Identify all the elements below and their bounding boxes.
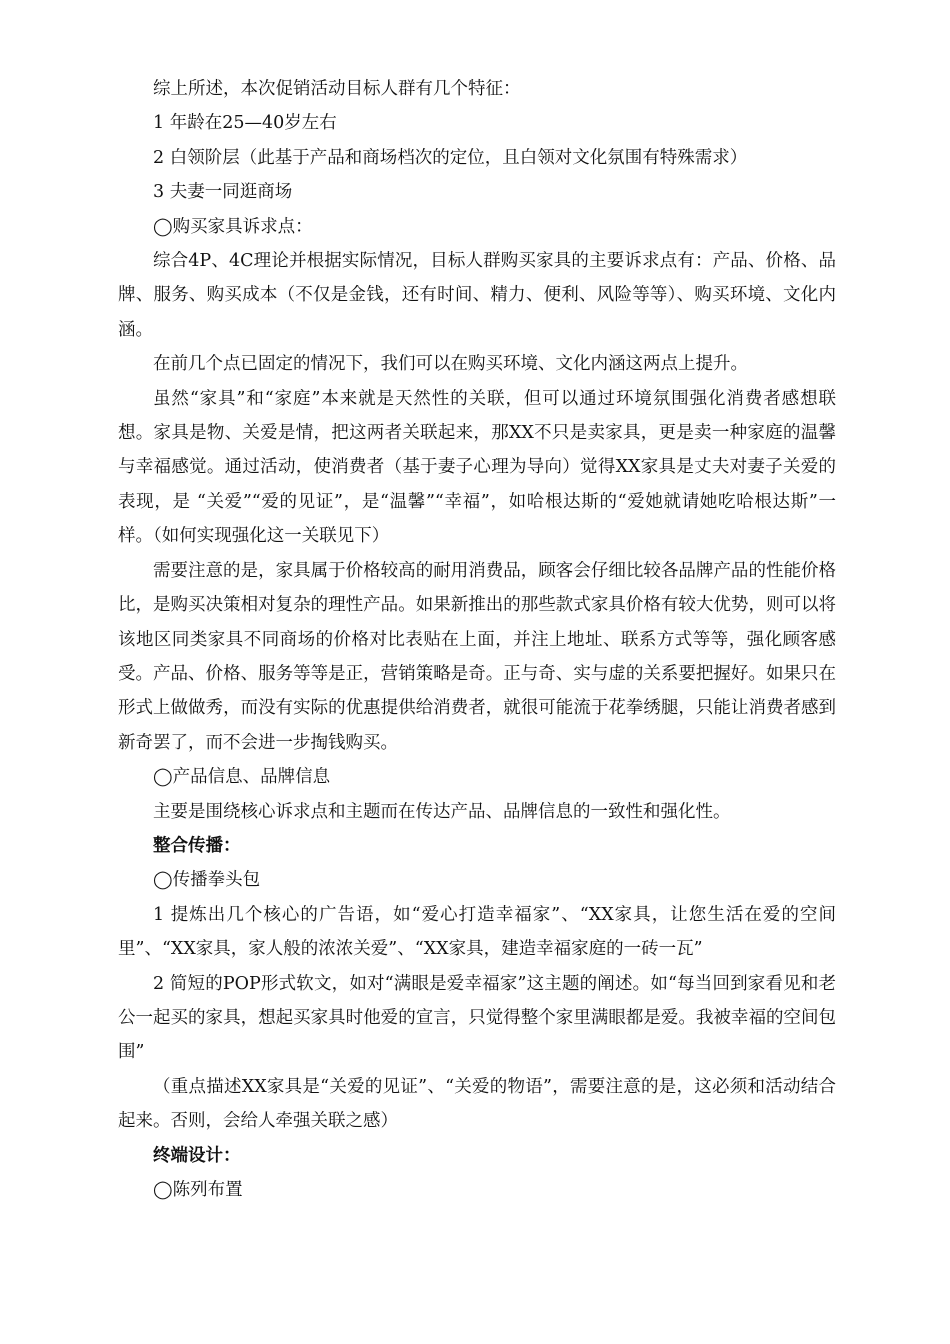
slogan-paragraph: 1 提炼出几个核心的广告语，如“爱心打造幸福家”、“XX家具，让您生活在爱的空间里”、“XX家具，家人般的浓浓关爱”、“XX家具，建造幸福家庭的一砖一瓦”	[118, 904, 836, 960]
emphasis-note: （重点描述XX家具是“关爱的见证”、“关爱的物语”，需要注意的是，这必须和活动结合起来。否则，会给人牵强关联之感）	[118, 1076, 836, 1132]
heading-integrated-communication: 整合传播：	[153, 835, 241, 856]
section-product-brand-info: ◯产品信息、品牌信息	[153, 767, 331, 788]
product-brand-info-body: 主要是围绕核心诉求点和主题而在传达产品、品牌信息的一致性和强化性。	[153, 801, 731, 822]
summary-intro: 综上所述，本次促销活动目标人群有几个特征：	[153, 79, 521, 99]
feature-white-collar: 2 白领阶层（此基于产品和商场档次的定位，且白领对文化氛围有特殊需求）	[153, 147, 748, 168]
section-display-layout: ◯陈列布置	[153, 1180, 243, 1200]
heading-terminal-design: 终端设计：	[153, 1145, 241, 1166]
section-appeal-points: ◯购买家具诉求点：	[153, 216, 313, 237]
feature-couple: 3 夫妻一同逛商场	[153, 182, 293, 203]
pop-copy-paragraph: 2 简短的POP形式软文，如对“满眼是爱幸福家”这主题的阐述。如“每当回到家看见和老公一起买的家具，想起买家具时他爱的宣言，只觉得整个家里满眼都是爱。我被幸福的空间包围”	[118, 973, 836, 1063]
improvement-note: 在前几个点已固定的情况下，我们可以在购买环境、文化内涵这两点上提升。	[153, 354, 748, 375]
association-paragraph: 虽然“家具”和“家庭”本来就是天然性的关联，但可以通过环境氛围强化消费者感想联想。家具是物、关爱是情，把这两者关联起来，那XX不只是卖家具，更是卖一种家庭的温馨与幸福感觉。通过活动，使消费者（基于妻子心理为导向）觉得XX家具是丈夫对妻子关爱的表现，是 “关爱”“爱的见证”，是“温馨”“幸福”，如哈根达斯的“爱她就请她吃哈根达斯”一样。（如何实现强化这一关联见下）	[118, 388, 836, 547]
price-note-paragraph: 需要注意的是，家具属于价格较高的耐用消费品，顾客会仔细比较各品牌产品的性能价格比，是购买决策相对复杂的理性产品。如果新推出的那些款式家具价格有较大优势，则可以将该地区同类家具不同商场的价格对比表贴在上面，并注上地址、联系方式等等，强化顾客感受。产品、价格、服务等等是正，营销策略是奇。正与奇、实与虚的关系要把握好。如果只在形式上做做秀，而没有实际的优惠提供给消费者，就很可能流于花拳绣腿，只能让消费者感到新奇罢了，而不会进一步掏钱购买。	[118, 560, 836, 753]
document-page	[118, 72, 836, 1207]
feature-age: 1 年龄在25—40岁左右	[153, 113, 337, 134]
appeal-points-body: 综合4P、4C理论并根据实际情况，目标人群购买家具的主要诉求点有：产品、价格、品牌、服务、购买成本（不仅是金钱，还有时间、精力、便利、风险等等）、购买环境、文化内涵。	[118, 251, 836, 340]
section-communication-package: ◯传播拳头包	[153, 870, 261, 891]
